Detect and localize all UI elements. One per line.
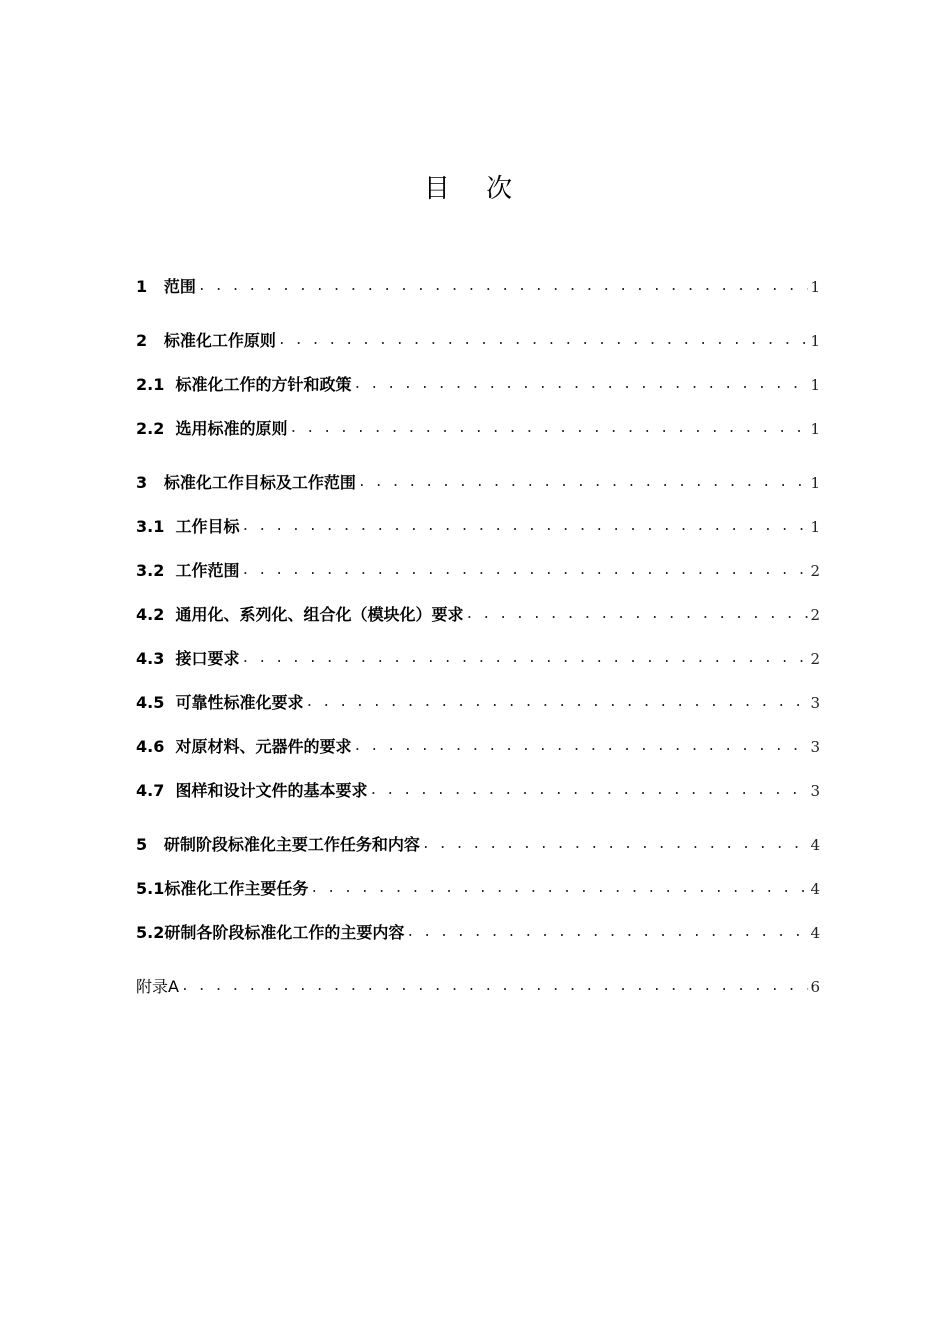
toc-entry-page: 1 <box>810 332 820 350</box>
toc-entry-appendix[interactable] <box>136 972 820 998</box>
toc-entry-title: 标准化工作的方针和政策 <box>175 375 352 394</box>
toc-entry[interactable] <box>136 600 820 626</box>
toc-entry-title: 标准化工作主要任务 <box>164 879 309 898</box>
toc-entry[interactable] <box>136 688 820 714</box>
toc-entry-title: 可靠性标准化要求 <box>175 693 304 712</box>
toc-dot-leader <box>278 330 809 352</box>
toc-entry-number: 4.6 <box>136 737 176 756</box>
toc-dot-leader <box>242 648 809 670</box>
toc-dot-leader <box>406 922 808 944</box>
toc-entry-page: 2 <box>810 650 820 668</box>
toc-entry-title: 工作目标 <box>175 517 240 536</box>
toc-entry[interactable] <box>136 644 820 670</box>
toc-entry-number: 4.5 <box>136 693 176 712</box>
toc-dot-leader <box>290 418 809 440</box>
toc-entry-title: 对原材料、元器件的要求 <box>175 737 352 756</box>
toc-entry-title: 范围 <box>163 277 196 296</box>
toc-entry-title: 工作范围 <box>175 561 240 580</box>
toc-entry[interactable] <box>136 830 820 856</box>
toc-entry[interactable] <box>136 272 820 298</box>
toc-entry[interactable] <box>136 732 820 758</box>
toc-entry[interactable] <box>136 414 820 440</box>
toc-entry[interactable] <box>136 776 820 802</box>
toc-entry-page: 2 <box>810 562 820 580</box>
toc-entry-number: 2.1 <box>136 375 176 394</box>
toc-entry[interactable] <box>136 370 820 396</box>
toc-entry-title: 接口要求 <box>175 649 240 668</box>
toc-entry-title: 附录A <box>136 977 179 996</box>
toc-entry[interactable] <box>136 468 820 494</box>
toc-dot-leader <box>358 472 809 494</box>
toc-entry-title: 图样和设计文件的基本要求 <box>175 781 368 800</box>
toc-entry-number: 3.2 <box>136 561 176 580</box>
toc-entry[interactable] <box>136 918 820 944</box>
toc-entry-title: 研制阶段标准化主要工作任务和内容 <box>163 835 420 854</box>
toc-dot-leader <box>306 692 809 714</box>
toc-entry-page: 4 <box>810 836 820 854</box>
toc-entry-page: 3 <box>810 694 820 712</box>
toc-dot-leader <box>181 976 809 998</box>
toc-entry-page: 1 <box>810 278 820 296</box>
toc-dot-leader <box>310 878 808 900</box>
toc-dot-leader <box>242 560 809 582</box>
toc-dot-leader <box>354 736 809 758</box>
toc-entry-number: 4.7 <box>136 781 176 800</box>
toc-entry-number: 4.3 <box>136 649 176 668</box>
toc-entry[interactable] <box>136 512 820 538</box>
toc-entry-title: 通用化、系列化、组合化（模块化）要求 <box>175 605 464 624</box>
toc-entry-page: 1 <box>810 474 820 492</box>
toc-entry-page: 6 <box>810 978 820 996</box>
toc-entry-number: 5.1 <box>136 879 165 898</box>
toc-dot-leader <box>466 604 809 626</box>
toc-entry[interactable] <box>136 326 820 352</box>
toc-entry-number: 2.2 <box>136 419 176 438</box>
toc-dot-leader <box>354 374 809 396</box>
toc-entry-page: 2 <box>810 606 820 624</box>
toc-entry[interactable] <box>136 874 820 900</box>
toc-entry-page: 3 <box>810 738 820 756</box>
toc-entry-page: 1 <box>810 376 820 394</box>
toc-dot-leader <box>370 780 809 802</box>
toc-dot-leader <box>242 516 809 538</box>
toc-entry[interactable] <box>136 556 820 582</box>
toc-entry-number: 4.2 <box>136 605 176 624</box>
toc-entry-title: 选用标准的原则 <box>175 419 288 438</box>
toc-dot-leader <box>422 834 809 856</box>
toc-entry-number: 2 <box>136 331 164 350</box>
toc-entry-page: 3 <box>810 782 820 800</box>
toc-entry-page: 4 <box>810 880 820 898</box>
toc-entry-number: 3.1 <box>136 517 176 536</box>
toc-entry-number: 3 <box>136 473 164 492</box>
toc-entry-number: 1 <box>136 277 164 296</box>
toc-entry-page: 1 <box>810 518 820 536</box>
toc-entry-title: 标准化工作原则 <box>163 331 276 350</box>
toc-entry-number: 5 <box>136 835 164 854</box>
toc-entry-page: 4 <box>810 924 820 942</box>
toc-entry-title: 标准化工作目标及工作范围 <box>163 473 356 492</box>
toc-entry-number: 5.2 <box>136 923 165 942</box>
page-title: 目 次 <box>423 174 527 204</box>
toc-dot-leader <box>198 276 809 298</box>
toc-entry-page: 1 <box>810 420 820 438</box>
toc-entry-title: 研制各阶段标准化工作的主要内容 <box>164 923 405 942</box>
